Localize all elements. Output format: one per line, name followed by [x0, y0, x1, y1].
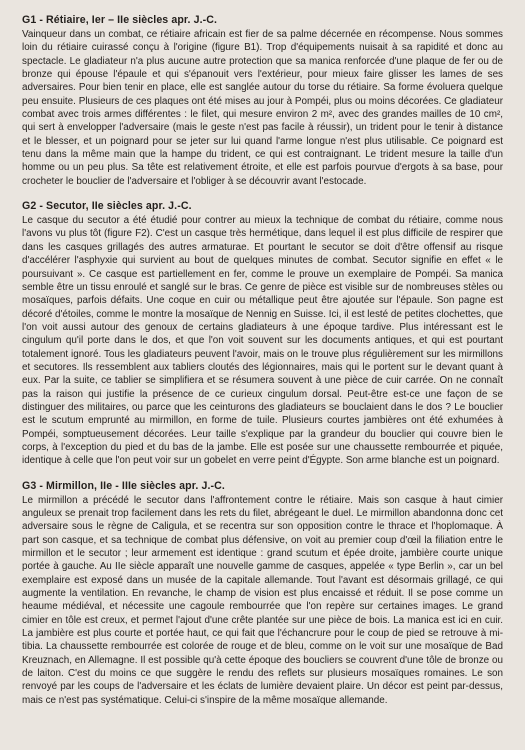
section-body: Le casque du secutor a été étudié pour contrer au mieux la technique de combat du rétiaire, comme nous l'avons vu plus tôt (figure F2). C'est un casque très hermétique, dans lequel il est plus difficile de respirer que dans les casques grillagés des autres armaturae. Et pourtant le secutor se doit d'être offensif au risque d'accélérer l'asphyxie qui survient au bout de quelques minutes de combat. Secutor signifie en effet « le poursuivant ». Ce casque est partiellement en fer, comme le prouve un exemplaire de Pompéi. Sa manica semble être un tissu enroulé et sanglé sur le bras. Ce genre de pièce est visible sur de nombreuses stèles ou mosaïques, parfois défaits. Une coque en cuir ou métallique peut être ajoutée sur l'épaule. Son pagne est décoré d'étoiles, comme le montre la mosaïque de Nennig en Suisse. Ici, il est lesté de petites clochettes, que l'on voit aussi autour des genoux de certains gladiateurs à une époque tardive. Plus intéressant est le cingulum qu'il porte dans le dos, et que l'on voit souvent sur les documents antiques, et qui est pourtant totalement ignoré. Tous les gladiateurs peuvent l'avoir, mais on le trouve plus régulièrement sur les mirmillons et secutores. Ils ressemblent aux tabliers cloutés des légionnaires, mais qui le portent sur le devant quant à eux. Par la suite, ce tablier se simplifiera et se résumera souvent à une pièce de cuir carrée. On ne connaît pas la raison qui justifie la présence de ce curieux cingulum dorsal. Peut-être est-ce une façon de se distinguer des militaires, ou parce que les ceinturons des gladiateurs se bouclaient dans le dos ? Le bouclier est le scutum emprunté au mirmillon, en forme de tuile. Plusieurs courtes jambières ont été exhumées à Pompéi, somptueusement décorées. Leur taille s'explique par la grandeur du bouclier qui couvre bien le corps, à l'exception du pied et du bas de la jambe. Elle est posée sur une chaussette rembourrée et piquée, identique à celle que l'on peut voir sur un gobelet en verre peint d'Égypte. Son arme blanche est un poignard.	[22, 215, 503, 467]
section-heading: G2 - Secutor, IIe siècles apr. J.-C.	[22, 200, 192, 213]
section-body: Le mirmillon a précédé le secutor dans l'affrontement contre le rétiaire. Mais son casque à haut cimier anguleux se prenait trop facilement dans les rets du filet, abrégeant le duel. Le mirmillon abandonna donc cet adversaire sous le règne de Caligula, et se recentra sur son opposition contre le thrace et l'hoplomaque. À part son casque, et sa technique de combat plus défensive, on voit au premier coup d'œil la filiation entre le mirmillon et le secutor ; leur armement est identique : grand scutum et épée droite, jambière courte unique portée à gauche. Au IIe siècle apparaît une nouvelle gamme de casques, appelée « type Berlin », car un bel exemplaire est exposé dans un musée de la capitale allemande. Tout l'avant est désormais grillagé, ce qui augmente la ventilation. En revanche, le champ de vision est plus encaissé et réduit. Il se pose comme un heaume médiéval, et nécessite une cagoule rembourrée que l'on repère sur certaines images. Le grand cimier en tôle est creux, et permet l'ajout d'une crête plantée sur une pièce de bois. La manica est ici en cuir. La jambière est plus courte et portée haut, ce qui fait que l'échancrure pour le coup de pied se retrouve à mi-tibia. La chaussette rembourrée est colorée de rouge et de bleu, comme on le voit sur une mosaïque de Bad Kreuznach, en Allemagne. Il est possible qu'à cette époque des boucliers se couvrent d'une tôle de bronze ou de laiton. C'est du moins ce que suggère le rendu des reflets sur plusieurs mosaïques romaines. Le son renvoyé par les coups de l'adversaire et les éclats de lumière devaient plaire. Un décor est peint par-dessus, mais ce n'est pas systématique. Celui-ci s'inspire de la même mosaïque allemande.	[22, 494, 503, 706]
section-body: Vainqueur dans un combat, ce rétiaire africain est fier de sa palme décernée en récompense. Nous sommes loin du rétiaire cuirassé conçu à l'origine (figure B1). Trop d'équipements nuisait à sa rapidité et donc au spectacle. Le gladiateur n'a plus aucune autre protection que sa manica renforcée d'une plaque de fer ou de bronze qui épouse l'épaule et qui s'épanouit vers l'extérieur, pour mieux faire glisser les lames de ses adversaires. Pour bien tenir en place, elle est sanglée autour du torse du rétiaire. Sa forme évoluera quelque peu ensuite. Plusieurs de ces plaques ont été mises au jour à Pompéi, plus ou moins décorées. Ce gladiateur combat avec trois armes différentes : le filet, qui mesure environ 2 m², avec des grandes mailles de 10 cm², qui sert à envelopper l'adversaire (mais le geste n'est pas facile à réussir), un trident pour le tenir à distance et le blesser, et un poignard pour se jeter sur lui quand l'arme longue n'est plus utilisable. Ce poignard est tenu dans la même main que la hampe du trident, ce qui est contraignant. Le trident mesure la taille d'un homme ou un peu plus. Sa tête est relativement étroite, et elle est parfois pourvue d'ergots à sa base, pour crocheter le bouclier de l'adversaire et l'obliger à se découvrir avant l'estocade.	[22, 29, 503, 187]
section-g2	[22, 200, 503, 468]
section-heading: G3 - Mirmillon, IIe - IIIe siècles apr. J.-C.	[22, 479, 225, 492]
section-g3	[22, 480, 503, 708]
section-g1	[22, 14, 503, 188]
section-heading: G1 - Rétiaire, Ier – IIe siècles apr. J.-C.	[22, 14, 218, 26]
